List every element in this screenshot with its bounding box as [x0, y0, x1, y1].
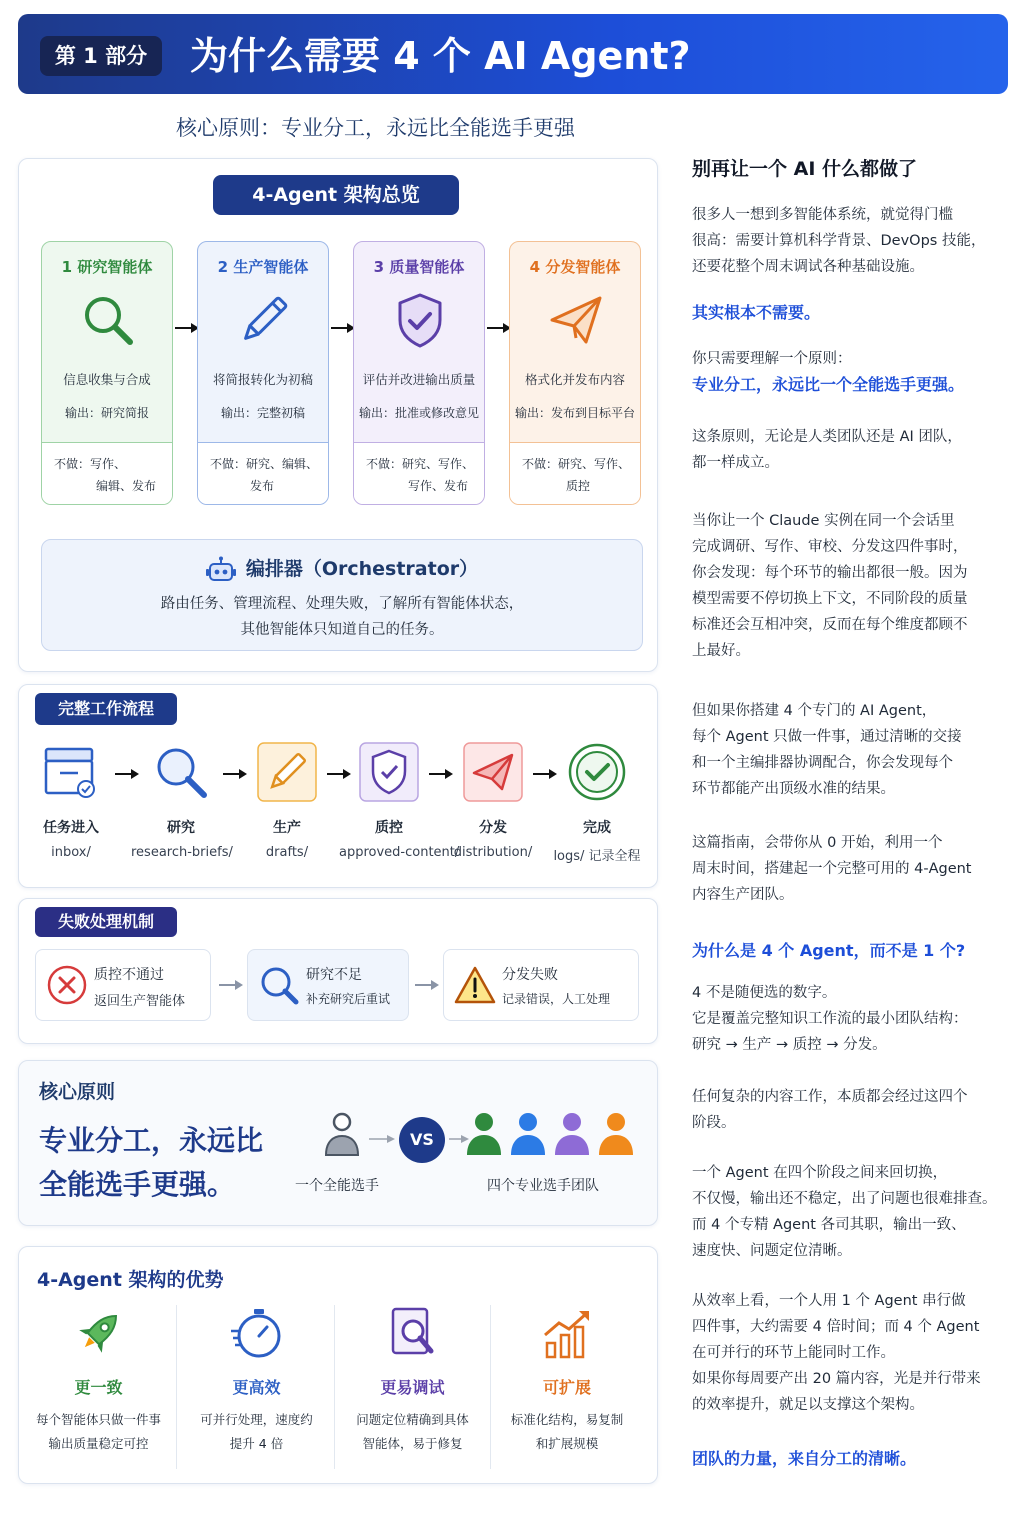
- article-line: 在可并行的环节上能同时工作。: [692, 1345, 895, 1361]
- shield-icon: [390, 290, 450, 350]
- inspect-icon: [385, 1305, 441, 1361]
- agent-desc: 评估并改进输出质量: [362, 372, 476, 387]
- core-principle-label: 核心原则: [39, 1081, 116, 1103]
- arrow-right-icon: [415, 978, 439, 992]
- part-badge: 第 1 部分: [40, 36, 162, 76]
- rocket-icon: [71, 1305, 127, 1361]
- article-line: 四件事，大约需要 4 倍时间；而 4 个 Agent: [692, 1319, 980, 1335]
- team-member-icon: [509, 1111, 547, 1157]
- workflow-step-distribution: [443, 741, 543, 860]
- article-line: 不仅慢，输出还不稳定，出了问题也很难排查。: [692, 1191, 997, 1207]
- magnifier-icon: [258, 964, 300, 1006]
- article-closing: 团队的力量，来自分工的清晰。: [692, 1449, 917, 1468]
- x-circle-icon: [46, 964, 88, 1006]
- agent-card-quality: [353, 241, 485, 505]
- growth-chart-icon: [539, 1305, 595, 1361]
- article-line: 的效率提升，就足以支撑这个架构。: [692, 1397, 924, 1413]
- step-label: 研究: [167, 820, 195, 836]
- agent-output: 输出：研究简报: [64, 406, 149, 420]
- advantage-name: 更一致: [74, 1378, 123, 1397]
- magnifier-icon: [150, 741, 212, 803]
- arrow-right-icon: [175, 321, 199, 335]
- step-folder: logs/ 记录全程: [553, 849, 641, 864]
- advantage-desc: [489, 1408, 645, 1456]
- article-line: 标准还会互相冲突，反而在每个维度都顾不: [692, 617, 968, 633]
- failure-case-research-insufficient: [247, 949, 409, 1021]
- advantage-scalable: [489, 1305, 645, 1469]
- agent-name: 2 生产智能体: [217, 258, 309, 276]
- workflow-title: 完整工作流程: [35, 693, 177, 725]
- article-line: 完成调研、写作、审校、分发这四件事时，: [692, 539, 968, 555]
- article-line: 这篇指南，会带你从 0 开始，利用一个: [692, 835, 943, 851]
- orchestrator-title-text: 编排器（Orchestrator）: [245, 558, 479, 580]
- step-folder: inbox/: [51, 845, 91, 860]
- article-paragraph: [692, 698, 1014, 802]
- advantage-desc-line: 可并行处理，速度约: [200, 1412, 313, 1427]
- article-line: 它是覆盖完整知识工作流的最小团队结构：: [692, 1011, 968, 1027]
- not-do-line: 发布: [250, 479, 275, 493]
- agent-not-do: [510, 442, 640, 504]
- workflow-step-inbox: [21, 741, 121, 860]
- article-principle-line: 专业分工，永远比一个全能选手更强。: [692, 375, 965, 394]
- agent-name: 4 分发智能体: [529, 258, 621, 276]
- article-subheading: 为什么是 4 个 Agent，而不是 1 个?: [692, 941, 966, 960]
- advantage-desc-line: 和扩展规模: [535, 1436, 599, 1451]
- step-label: 质控: [375, 820, 403, 836]
- not-do-line: 编辑、发布: [96, 479, 157, 493]
- advantage-desc: [335, 1408, 490, 1456]
- step-folder: distribution/: [453, 845, 533, 860]
- architecture-panel: [18, 158, 658, 672]
- failure-case-action: 返回生产智能体: [94, 994, 186, 1009]
- failure-case-distribution-fail: [443, 949, 639, 1021]
- advantage-desc-line: 问题定位精确到具体: [356, 1412, 469, 1427]
- team-member-icon: [553, 1111, 591, 1157]
- step-label: 分发: [479, 820, 507, 836]
- article-paragraph: [692, 202, 1014, 280]
- agent-not-do: [42, 442, 172, 504]
- architecture-title: 4-Agent 架构总览: [213, 175, 459, 215]
- orchestrator-box: [41, 539, 643, 651]
- advantage-desc-line: 标准化结构，易复制: [510, 1412, 624, 1427]
- arrow-right-icon: [369, 1133, 395, 1145]
- single-person-icon: [323, 1111, 361, 1157]
- workflow-step-quality: [339, 741, 460, 860]
- orchestrator-desc-line: 其他智能体只知道自己的任务。: [240, 622, 444, 638]
- article-line: 阶段。: [692, 1115, 736, 1131]
- agent-not-do: [198, 442, 328, 504]
- article-line: 模型需要不停切换上下文，不同阶段的质量: [692, 591, 968, 607]
- article-line: 如果你每周要产出 20 篇内容，光是并行带来: [692, 1371, 981, 1387]
- article-line: 周末时间，搭建起一个完整可用的 4-Agent: [692, 861, 972, 877]
- failure-case-qc-fail: [35, 949, 211, 1021]
- article-paragraph: [692, 1288, 1014, 1418]
- agent-name: 1 研究智能体: [61, 258, 153, 276]
- article-line: 研究 → 生产 → 质控 → 分发。: [692, 1037, 887, 1053]
- single-caption: 一个全能选手: [295, 1178, 379, 1194]
- core-principle-panel: [18, 1060, 658, 1226]
- article-line: 当你让一个 Claude 实例在同一个会话里: [692, 513, 955, 529]
- step-label: 完成: [583, 820, 611, 836]
- page-title: 为什么需要 4 个 AI Agent?: [190, 34, 691, 78]
- team-caption: 四个专业选手团队: [487, 1178, 599, 1194]
- title-banner: [18, 14, 1008, 94]
- article-line: 任何复杂的内容工作，本质都会经过这四个: [692, 1089, 968, 1105]
- agent-card-production: [197, 241, 329, 505]
- pencil-icon: [256, 741, 318, 803]
- agent-name: 3 质量智能体: [373, 258, 465, 276]
- failure-case-title: 研究不足: [306, 967, 362, 983]
- article-line: 都一样成立。: [692, 455, 779, 471]
- agent-desc: 信息收集与合成: [63, 372, 151, 387]
- step-folder: drafts/: [265, 845, 309, 860]
- article-line: 内容生产团队。: [692, 887, 794, 903]
- not-do-line: 质控: [566, 479, 591, 493]
- advantage-desc-line: 智能体，易于修复: [362, 1436, 463, 1451]
- article-paragraph: [692, 508, 1014, 664]
- advantage-desc: [21, 1408, 176, 1456]
- workflow-panel: [18, 684, 658, 888]
- magnifier-icon: [78, 290, 138, 350]
- article-line: 速度快、问题定位清晰。: [692, 1243, 852, 1259]
- advantage-desc-line: 输出质量稳定可控: [48, 1436, 149, 1451]
- article-line: 你会发现：每个环节的输出都很一般。因为: [692, 565, 968, 581]
- core-principle-line: 专业分工，永远比: [39, 1124, 264, 1157]
- pencil-icon: [234, 290, 294, 350]
- arrow-right-icon: [487, 321, 511, 335]
- advantage-consistent: [21, 1305, 177, 1469]
- failure-title: 失败处理机制: [35, 907, 177, 937]
- advantages-title: 4-Agent 架构的优势: [37, 1269, 224, 1291]
- team-member-icon: [597, 1111, 635, 1157]
- failure-panel: [18, 898, 658, 1044]
- advantage-desc: [179, 1408, 334, 1456]
- paper-plane-icon: [462, 741, 524, 803]
- article-paragraph: [692, 830, 1014, 908]
- team-member-icon: [465, 1111, 503, 1157]
- article-line: 但如果你搭建 4 个专门的 AI Agent，: [692, 703, 937, 719]
- step-folder: research-briefs/: [131, 845, 233, 860]
- article-line: 环节都能产出顶级水准的结果。: [692, 781, 895, 797]
- advantage-efficient: [179, 1305, 335, 1469]
- article-paragraph: [692, 980, 1014, 1058]
- article-emphasis: 其实根本不需要。: [692, 303, 821, 322]
- advantage-desc-line: 提升 4 倍: [229, 1436, 284, 1451]
- article-line: 很多人一想到多智能体系统，就觉得门槛: [692, 207, 953, 223]
- orchestrator-desc-line: 路由任务、管理流程、处理失败，了解所有智能体状态，: [160, 596, 524, 612]
- advantage-name: 更易调试: [380, 1378, 445, 1397]
- article-line: 和一个主编排器协调配合，你会发现每个: [692, 755, 953, 771]
- article-line: 一个 Agent 在四个阶段之间来回切换，: [692, 1165, 948, 1181]
- not-do-line: 不做：写作、: [54, 457, 127, 471]
- agent-output: 输出：批准或修改意见: [358, 406, 479, 420]
- agent-card-distribution: [509, 241, 641, 505]
- article-paragraph: [692, 346, 1014, 398]
- not-do-line: 不做：研究、写作、: [366, 457, 475, 471]
- step-label: 生产: [273, 820, 301, 836]
- agent-desc: 格式化并发布内容: [524, 372, 625, 387]
- core-principle-line: 全能选手更强。: [39, 1168, 236, 1201]
- step-folder: approved-content/: [339, 845, 460, 860]
- robot-icon: [206, 556, 236, 584]
- agent-not-do: [354, 442, 484, 504]
- article-paragraph: [692, 1160, 1014, 1264]
- article-paragraph: [692, 1084, 1014, 1136]
- paper-plane-icon: [546, 290, 606, 350]
- agent-card-research: [41, 241, 173, 505]
- article-line: 从效率上看，一个人用 1 个 Agent 串行做: [692, 1293, 966, 1309]
- article-heading: 别再让一个 AI 什么都做了: [692, 158, 918, 180]
- failure-case-action: 补充研究后重试: [306, 992, 391, 1006]
- agent-output: 输出：完整初稿: [220, 406, 305, 420]
- advantage-desc-line: 每个智能体只做一件事: [35, 1412, 161, 1427]
- not-do-line: 不做：研究、编辑、: [210, 457, 319, 471]
- article-line: 这条原则，无论是人类团队还是 AI 团队，: [692, 429, 962, 445]
- failure-case-title: 质控不通过: [94, 967, 164, 983]
- failure-case-title: 分发失败: [502, 967, 558, 983]
- failure-case-action: 记录错误，人工处理: [502, 992, 611, 1006]
- article-line: 你只需要理解一个原则：: [692, 351, 852, 367]
- orchestrator-title: [42, 554, 642, 584]
- advantage-name: 可扩展: [542, 1378, 591, 1397]
- workflow-step-research: [131, 741, 231, 860]
- agent-desc: 将简报转化为初稿: [212, 372, 313, 387]
- article-line: 很高：需要计算机科学背景、DevOps 技能，: [692, 233, 986, 249]
- article-line: 而 4 个专精 Agent 各司其职，输出一致、: [692, 1217, 966, 1233]
- workflow-step-production: [237, 741, 337, 860]
- inbox-icon: [40, 741, 102, 803]
- advantage-name: 更高效: [232, 1378, 281, 1397]
- advantage-debuggable: [335, 1305, 491, 1469]
- stopwatch-icon: [229, 1305, 285, 1361]
- not-do-line: 写作、发布: [408, 479, 469, 493]
- workflow-step-done: [547, 741, 647, 864]
- shield-icon: [358, 741, 420, 803]
- warning-icon: [454, 964, 496, 1006]
- step-label: 任务进入: [43, 820, 99, 836]
- article-paragraph: [692, 424, 1014, 476]
- not-do-line: 不做：研究、写作、: [522, 457, 631, 471]
- article-line: 上最好。: [692, 643, 750, 659]
- page-subtitle: 核心原则：专业分工，永远比全能选手更强: [176, 116, 575, 140]
- agent-output: 输出：发布到目标平台: [514, 406, 635, 420]
- article-line: 4 不是随便选的数字。: [692, 985, 837, 1001]
- arrow-right-icon: [219, 978, 243, 992]
- article-line: 还要花整个周末调试各种基础设施。: [692, 259, 924, 275]
- check-circle-icon: [566, 741, 628, 803]
- arrow-right-icon: [331, 321, 355, 335]
- vs-badge: VS: [399, 1117, 445, 1163]
- article-line: 每个 Agent 只做一件事，通过清晰的交接: [692, 729, 962, 745]
- advantages-panel: [18, 1246, 658, 1484]
